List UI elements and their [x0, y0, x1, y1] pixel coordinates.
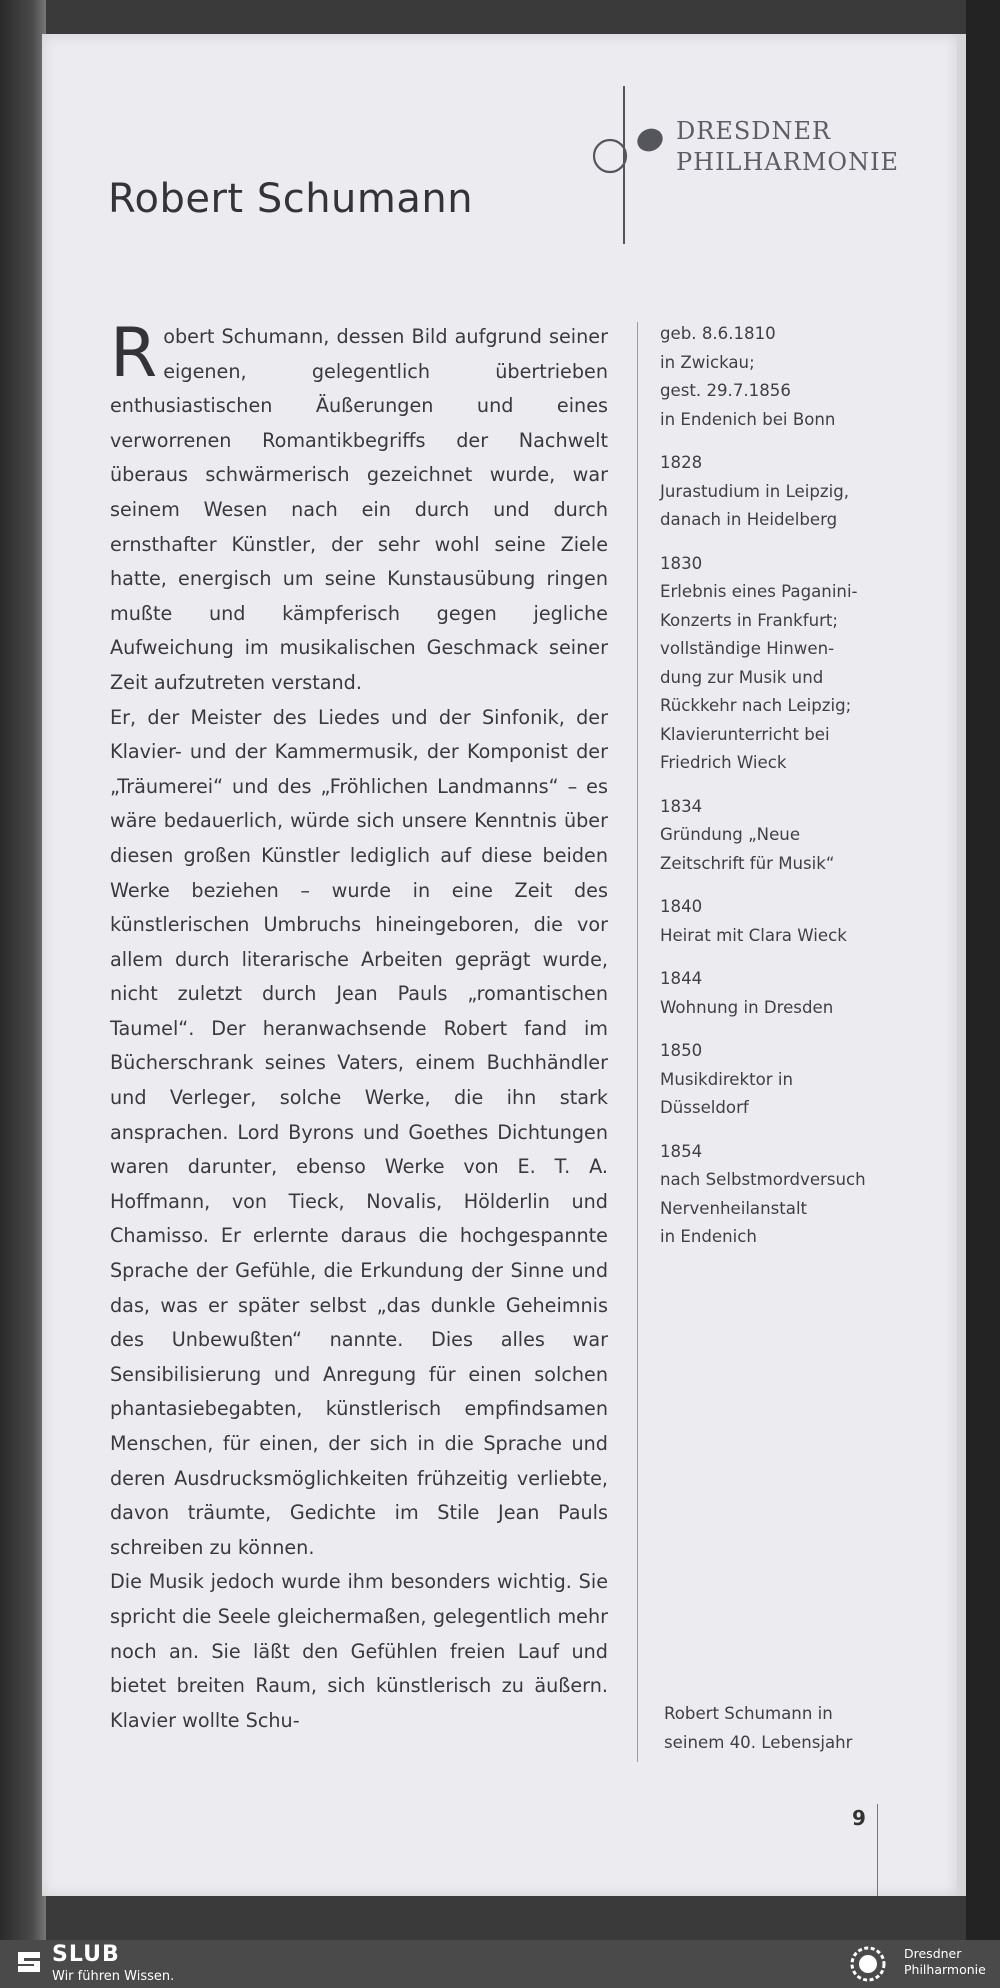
- timeline-text: Heirat mit Clara Wieck: [660, 925, 847, 945]
- page-title: Robert Schumann: [108, 176, 474, 222]
- timeline-entry: [660, 893, 910, 950]
- timeline-year: 1830: [660, 553, 703, 573]
- timeline-entry: [660, 449, 910, 535]
- dresdner-philharmonie-logo: [590, 84, 900, 244]
- logo-wordmark: DRESDNER PHILHARMONIE: [676, 117, 900, 176]
- scan-shadow-left: [0, 0, 46, 1940]
- timeline-year: 1834: [660, 796, 703, 816]
- timeline-text: Musikdirektor in Düsseldorf: [660, 1069, 794, 1117]
- page-edge: [957, 34, 966, 1896]
- paragraph-3: Die Musik jedoch wurde ihm besonders wichtig. Sie spricht die Seele gleichermaßen, gelegentlich mehr noch an. Sie läßt den Gefühlen freien Lauf und bietet breiten Raum, sich künstlerisch zu äußern. Klavier wollte Schu-: [110, 1570, 608, 1732]
- scan-shadow-right: [966, 0, 1000, 1940]
- page-number: 9: [852, 1806, 866, 1830]
- page-number-rule: [877, 1804, 878, 1896]
- philharmonie-mark-icon: [590, 84, 670, 244]
- timeline-year: 1854: [660, 1141, 703, 1161]
- timeline-text: geb. 8.6.1810 in Zwickau; gest. 29.7.1856 in Endenich bei Bonn: [660, 324, 836, 429]
- timeline-entry: [660, 1138, 910, 1252]
- biography-timeline: [660, 320, 910, 1267]
- timeline-text: nach Selbstmordversuch Nervenheilanstalt in Endenich: [660, 1170, 866, 1246]
- timeline-entry: [660, 793, 910, 879]
- image-caption: Robert Schumann in seinem 40. Lebensjahr: [664, 1704, 853, 1752]
- timeline-entry: [660, 965, 910, 1022]
- viewer-footer-bar: [0, 1940, 1000, 1988]
- timeline-text: Erlebnis eines Paganini- Konzerts in Frankfurt; vollständige Hinwen- dung zur Musik und Rückkehr nach Leipzig; Klavierunterricht bei Friedrich Wieck: [660, 582, 858, 772]
- timeline-year: 1840: [660, 897, 703, 916]
- philharmonie-gear-icon[interactable]: [842, 1944, 894, 1984]
- paragraph-1: [110, 314, 608, 701]
- paragraph-1-text: obert Schumann, dessen Bild aufgrund seiner eigenen, gelegentlich übertrieben enthusiastischen Äußerungen und eines verworrenen Romantikbegriffs der Nachwelt überaus schwärmerisch gezeichnet wurde, war seinem Wesen nach ein durch und durch ernsthafter Künstler, der sehr wohl seine Ziele hatte, energisch um seine Kunstausübung ringen mußte und kämpferisch gegen jegliche Aufweichung im musikalischen Geschmack seiner Zeit aufzutreten verstand.: [110, 325, 608, 694]
- slub-name[interactable]: SLUB: [52, 1942, 120, 1967]
- article-body: [110, 314, 608, 1738]
- slub-tagline: Wir führen Wissen.: [52, 1969, 175, 1984]
- timeline-entry: [660, 320, 910, 434]
- timeline-entry: [660, 550, 910, 778]
- timeline-text: Jurastudium in Leipzig, danach in Heidelberg: [660, 481, 850, 529]
- timeline-year: 1844: [660, 969, 703, 988]
- timeline-text: Gründung „Neue Zeitschrift für Musik“: [660, 825, 835, 873]
- timeline-year: 1850: [660, 1041, 703, 1060]
- timeline-text: Wohnung in Dresden: [660, 997, 834, 1017]
- partner-name[interactable]: Dresdner Philharmonie: [904, 1946, 986, 1977]
- drop-cap: R: [110, 314, 158, 393]
- timeline-year: 1828: [660, 453, 703, 472]
- slub-logo-icon[interactable]: [14, 1948, 44, 1976]
- paragraph-2: Er, der Meister des Liedes und der Sinfonik, der Klavier- und der Kammermusik, der Komponist der „Träumerei“ und des „Fröhlichen Landmanns“ – es wäre bedauerlich, würde sich unsere Kenntnis über diesen großen Künstler lediglich auf diese beiden Werke beziehen – wurde in eine Zeit des künstlerischen Umbruchs hineingeboren, die vor allem durch literarische Arbeiten geprägt wurde, nicht zuletzt durch Jean Pauls „romantischen Taumel“. Der heranwachsende Robert fand im Bücherschrank seines Vaters, einem Buchhändler und Verleger, solche Werke, die ihn stark ansprachen. Lord Byrons und Goethes Dichtungen waren darunter, ebenso Werke von E. T. A. Hoffmann, von Tieck, Novalis, Hölderlin und Chamisso. Er erlernte daraus die hochgespannte Sprache der Gefühle, die Erkundung der Sinne und das, was er später selbst „das dunkle Geheimnis des Unbewußten“ nannte. Dies alles war Sensibilisierung und Anregung für einen solchen phantasiebegabten, künstlerisch empfindsamen Menschen, für einen, der sich in die Sprache und deren Ausdrucksmöglichkeiten frühzeitig verliebte, davon träumte, Gedichte im Stile Jean Pauls schreiben zu können.: [110, 705, 608, 1559]
- timeline-entry: [660, 1037, 910, 1123]
- column-divider: [637, 322, 638, 1762]
